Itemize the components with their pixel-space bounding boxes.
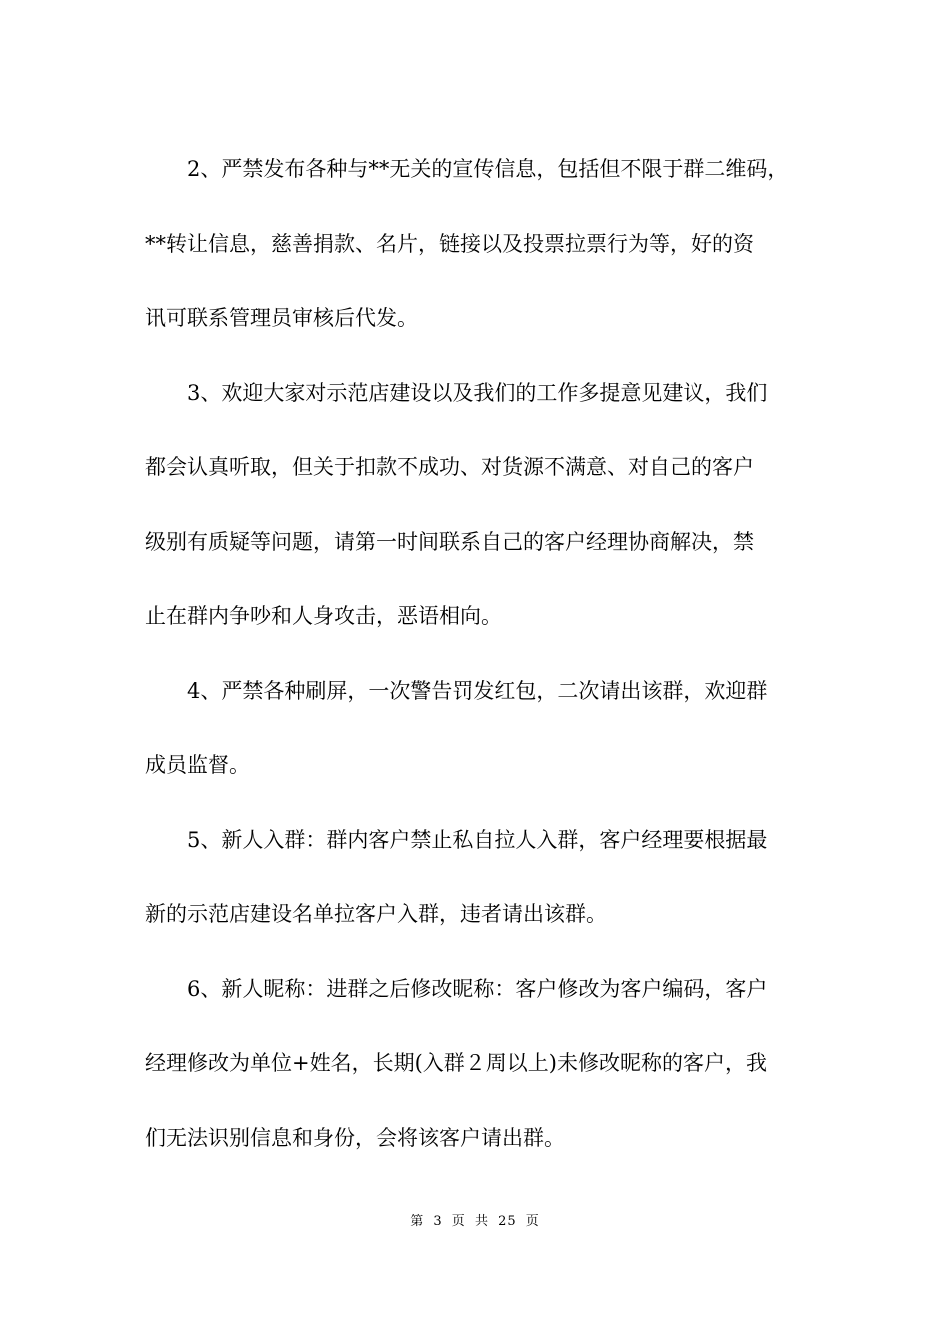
paragraph-rule-5 — [145, 803, 840, 952]
paragraph-line: 4、严禁各种刷屏，一次警告罚发红包，二次请出该群，欢迎群 — [187, 678, 768, 703]
paragraph-line: 止在群内争吵和人身攻击，恶语相向。 — [145, 604, 502, 628]
paragraph-line: **转让信息，慈善捐款、名片，链接以及投票拉票行为等，好的资 — [145, 231, 754, 256]
paragraph-line: 成员监督。 — [145, 753, 250, 777]
footer-suffix: 页 — [525, 1214, 540, 1229]
footer-prefix: 第 — [410, 1214, 425, 1229]
paragraph-line: 级别有质疑等问题，请第一时间联系自己的客户经理协商解决，禁 — [145, 529, 754, 554]
page-number-footer — [0, 1210, 950, 1229]
paragraph-rule-6 — [145, 952, 840, 1176]
paragraph-line: 们无法识别信息和身份，会将该客户请出群。 — [145, 1125, 565, 1150]
footer-page-word: 页 — [451, 1214, 466, 1229]
paragraph-rule-2 — [145, 132, 840, 356]
paragraph-line: 新的示范店建设名单拉客户入群，违者请出该群。 — [145, 902, 607, 926]
footer-total-word: 共 — [474, 1214, 489, 1229]
paragraph-line: 3、欢迎大家对示范店建设以及我们的工作多提意见建议，我们 — [187, 380, 768, 405]
document-body — [145, 132, 840, 1175]
current-page-number: 3 — [433, 1214, 443, 1229]
paragraph-line: 经理修改为单位+姓名，长期(入群２周以上)未修改昵称的客户，我 — [145, 1051, 767, 1075]
paragraph-line: 2、严禁发布各种与**无关的宣传信息，包括但不限于群二维码， — [187, 157, 789, 181]
paragraph-line: 5、新人入群：群内客户禁止私自拉人入群，客户经理要根据最 — [187, 827, 768, 852]
paragraph-line: 都会认真听取，但关于扣款不成功、对货源不满意、对自己的客户 — [145, 455, 754, 479]
total-page-count: 25 — [498, 1214, 517, 1229]
paragraph-rule-3 — [145, 356, 840, 654]
paragraph-line: 6、新人昵称：进群之后修改昵称：客户修改为客户编码，客户 — [187, 976, 768, 1001]
paragraph-line: 讯可联系管理员审核后代发。 — [145, 306, 418, 330]
paragraph-rule-4 — [145, 654, 840, 803]
